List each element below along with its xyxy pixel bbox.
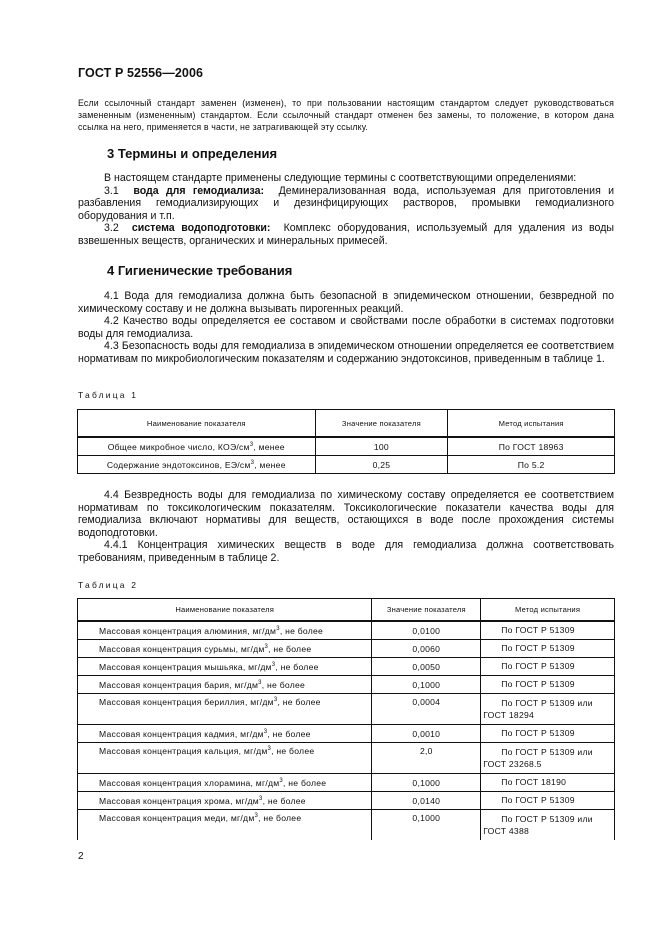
term-3-2: 3.2 система водоподготовки: Комплекс оборудования, используемый для удаления из воды взвешенных веществ, органических и минеральных примесей. — [78, 222, 614, 247]
table-row — [78, 725, 615, 743]
test-method: По ГОСТ Р 51309 или ГОСТ 23268.5 — [481, 743, 615, 774]
indicator-name: Массовая концентрация сурьмы, $мг/дм^3$, не более — [78, 640, 372, 658]
table-1-header-name: Наименование показателя — [78, 410, 316, 438]
term-3-1-definition: Деминерализованная вода, используемая для приготовления и разбавления гемодиализирующих и дезинфицирующих растворов, промывки гемодиализного оборудования и т.п. — [78, 184, 615, 222]
table-row — [78, 792, 615, 810]
indicator-value: 0,25 — [315, 456, 448, 474]
table-row — [78, 774, 615, 792]
table-2 — [77, 598, 615, 840]
indicator-value: 0,0004 — [372, 694, 481, 725]
paragraph-4-4: 4.4 Безвредность воды для гемодиализа по химическому составу определяется ее соответствием нормативам по токсикологическим показателям. Токсикологические показатели качества воды для гемодиализа включают нормативы для веществ, остающихся в воде после прохождения системы водоподготовки. — [78, 489, 614, 539]
section-3-body — [78, 172, 614, 248]
section-3-lead: В настоящем стандарте применены следующие термины с соответствующими определениями: — [104, 172, 577, 184]
table-row — [78, 694, 615, 725]
indicator-name: Общее микробное число, КОЭ/$см^3$, менее — [78, 437, 316, 456]
indicator-name: Массовая концентрация хлорамина, $мг/дм^3$, не более — [78, 774, 372, 792]
section-4-title: 4 Гигиенические требования — [107, 263, 293, 278]
test-method: По ГОСТ Р 51309 или ГОСТ 4388 — [481, 810, 615, 841]
indicator-value: 0,0140 — [372, 792, 481, 810]
table-row — [78, 621, 615, 640]
indicator-name: Массовая концентрация кадмия, $мг/дм^3$, не более — [78, 725, 372, 743]
paragraph-4-2: 4.2 Качество воды определяется ее составом и свойствами после обработки в системах подготовки воды для гемодиализа. — [78, 315, 614, 340]
table-2-header-row — [78, 599, 615, 622]
indicator-value: 0,0060 — [372, 640, 481, 658]
indicator-value: 0,0010 — [372, 725, 481, 743]
document-id-header: ГОСТ Р 52556—2006 — [78, 66, 204, 80]
table-1-header-method: Метод испытания — [448, 410, 615, 438]
paragraph-4-3: 4.3 Безопасность воды для гемодиализа в эпидемическом отношении определяется ее соответствием нормативам по микробиологическим показателям и содержанию эндотоксинов, приведенным в таблице 1. — [78, 340, 614, 365]
indicator-name: Массовая концентрация алюминия, $мг/дм^3$, не более — [78, 621, 372, 640]
table-2-header-method: Метод испытания — [481, 599, 615, 622]
table-row — [78, 810, 615, 841]
table-1-header-row — [78, 410, 615, 438]
indicator-value: 0,1000 — [372, 774, 481, 792]
paragraph-4-1: 4.1 Вода для гемодиализа должна быть безопасной в эпидемическом отношении, безвредной по химическому составу и не должна вызывать пирогенных реакций. — [78, 290, 614, 315]
indicator-value: 2,0 — [372, 743, 481, 774]
intro-paragraph: Если ссылочный стандарт заменен (изменен), то при пользовании настоящим стандартом следует руководствоваться замененным (измененным) стандартом. Если ссылочный стандарт отменен без замены, то положение, в котором дана ссылка на него, применяется в части, не затрагивающей эту ссылку. — [78, 98, 614, 132]
table-row — [78, 676, 615, 694]
section-4-body-a — [78, 290, 614, 366]
test-method: По ГОСТ Р 51309 — [481, 658, 615, 676]
table-1-header-value: Значение показателя — [315, 410, 448, 438]
test-method: По ГОСТ Р 51309 — [481, 725, 615, 743]
indicator-name: Массовая концентрация мышьяка, $мг/дм^3$, не более — [78, 658, 372, 676]
test-method: По ГОСТ Р 51309 — [481, 621, 615, 640]
term-3-1-name: вода для гемодиализа: — [133, 184, 265, 197]
table-row — [78, 658, 615, 676]
indicator-value: 0,1000 — [372, 810, 481, 841]
section-4-body-b — [78, 489, 614, 565]
test-method: По ГОСТ 18963 — [448, 437, 615, 456]
page-number: 2 — [78, 851, 84, 862]
table-2-header-name: Наименование показателя — [78, 599, 372, 622]
paragraph-4-4-1: 4.4.1 Концентрация химических веществ в воде для гемодиализа должна соответствовать требованиям, приведенным в таблице 2. — [78, 539, 614, 564]
table-row — [78, 456, 615, 474]
test-method: По 5.2 — [448, 456, 615, 474]
indicator-name: Массовая концентрация хрома, $мг/дм^3$, не более — [78, 792, 372, 810]
table-2-header-value: Значение показателя — [372, 599, 481, 622]
indicator-name: Массовая концентрация меди, $мг/дм^3$, не более — [78, 810, 372, 841]
term-3-1: 3.1 вода для гемодиализа: Деминерализованная вода, используемая для приготовления и разбавления гемодиализирующих и дезинфицирующих растворов, промывки гемодиализного оборудования и т.п. — [78, 184, 615, 222]
section-3-title: 3 Термины и определения — [107, 146, 278, 161]
indicator-name: Содержание эндотоксинов, $ЕЭ/см^3$, менее — [78, 456, 316, 474]
indicator-name: Массовая концентрация бария, $мг/дм^3$, не более — [78, 676, 372, 694]
test-method: По ГОСТ 18190 — [481, 774, 615, 792]
table-row — [78, 743, 615, 774]
table-1 — [77, 409, 615, 474]
term-3-2-definition: Комплекс оборудования, используемый для удаления из воды взвешенных веществ, органических и минеральных примесей. — [78, 222, 614, 247]
indicator-name: Массовая концентрация бериллия, $мг/дм^3$, не более — [78, 694, 372, 725]
table-2-caption: Таблица 2 — [78, 580, 139, 590]
indicator-value: 0,0050 — [372, 658, 481, 676]
table-row — [78, 640, 615, 658]
table-1-caption: Таблица 1 — [78, 390, 139, 400]
term-3-2-name: система водоподготовки: — [131, 222, 271, 235]
test-method: По ГОСТ Р 51309 — [481, 676, 615, 694]
indicator-value: 0,1000 — [372, 676, 481, 694]
test-method: По ГОСТ Р 51309 — [481, 792, 615, 810]
indicator-name: Массовая концентрация кальция, $мг/дм^3$, не более — [78, 743, 372, 774]
test-method: По ГОСТ Р 51309 — [481, 640, 615, 658]
test-method: По ГОСТ Р 51309 или ГОСТ 18294 — [481, 694, 615, 725]
table-row — [78, 437, 615, 456]
indicator-value: 0,0100 — [372, 621, 481, 640]
indicator-value: 100 — [315, 437, 448, 456]
